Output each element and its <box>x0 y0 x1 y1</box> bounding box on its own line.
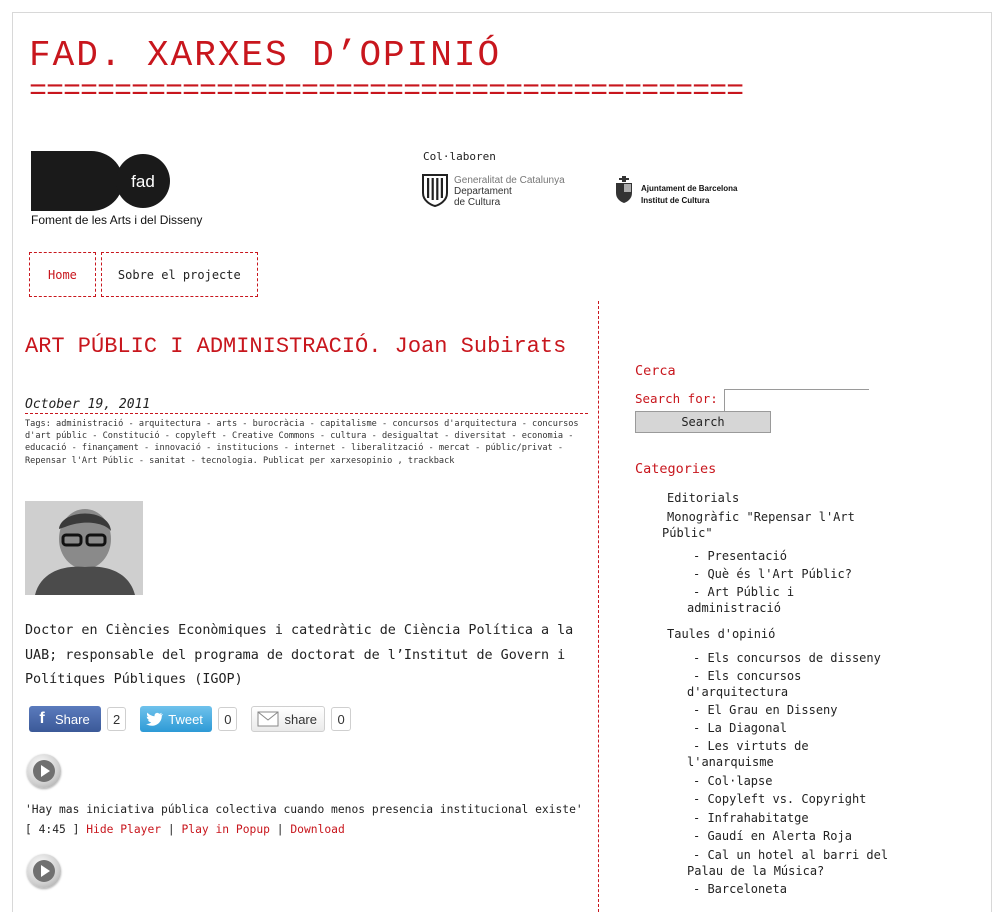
category-editorials[interactable]: Editorials <box>667 491 740 505</box>
nav-home[interactable]: Home <box>29 252 96 297</box>
hide-player-link[interactable]: Hide Player <box>86 823 162 836</box>
category-item[interactable]: - Els concursos <box>693 669 802 683</box>
nav-sobre-el-projecte[interactable]: Sobre el projecte <box>101 252 258 297</box>
category-item[interactable]: - Les virtuts de <box>693 739 809 753</box>
post-tags: Tags: administració - arquitectura - arts - burocràcia - capitalisme - concursos d'arquitectura - concursos d'art públic - Constitució - copyleft - Creative Commons - cultura - desigualtat - diversitat - economia - educació - finançament - innovació - institucions - internet - liberalització - mercat - públic/privat - Repensar l'Art Públic - sanitat - tecnologia. Publicat per xarxesopinio , trackback <box>25 419 579 466</box>
fad-name: Foment de les Arts i del Disseny <box>31 213 203 227</box>
share-bar <box>29 706 351 732</box>
main-nav <box>29 252 258 297</box>
sidebar-search-heading <box>635 363 975 379</box>
category-item-presentacio[interactable]: - Presentació <box>693 549 787 563</box>
category-item[interactable]: - Cal un hotel al barri del <box>693 848 889 862</box>
link-separator: | <box>276 823 284 836</box>
category-item-cont[interactable]: d'arquitectura <box>687 685 789 699</box>
email-share-count: 0 <box>331 707 350 731</box>
category-item-cont[interactable]: l'anarquisme <box>687 755 774 769</box>
category-item-art-public[interactable]: - Art Públic i <box>693 585 795 599</box>
post-title[interactable]: ART PÚBLIC I ADMINISTRACIÓ. Joan Subirats <box>25 334 567 359</box>
twitter-tweet-button[interactable] <box>140 706 212 732</box>
generalitat-line2: Departament <box>454 186 512 197</box>
facebook-share-button[interactable] <box>29 706 101 732</box>
link-separator: | <box>167 823 175 836</box>
generalitat-line3: de Cultura <box>454 197 501 208</box>
category-item[interactable]: - Barceloneta <box>693 882 787 896</box>
author-photo <box>25 501 143 595</box>
play-button-2[interactable] <box>27 854 61 888</box>
facebook-share-count: 2 <box>107 707 126 731</box>
ajuntament-line2: Institut de Cultura <box>641 196 710 205</box>
envelope-icon <box>257 711 279 727</box>
fad-logo-label: fad <box>131 172 155 191</box>
ajuntament-line1: Ajuntament de Barcelona <box>641 184 738 193</box>
category-monografic[interactable]: Monogràfic "Repensar l'Art <box>667 510 855 524</box>
email-share-label: share <box>284 711 317 727</box>
search-button[interactable]: Search <box>635 411 771 433</box>
category-item-cont[interactable]: Palau de la Música? <box>687 864 825 878</box>
generalitat-text <box>454 175 565 208</box>
play-triangle-icon <box>41 865 50 877</box>
search-heading: Cerca <box>635 363 676 379</box>
download-link[interactable]: Download <box>290 823 345 836</box>
fad-logo-icon[interactable] <box>31 151 171 211</box>
ajuntament-text <box>641 183 737 207</box>
audio-duration: [ 4:45 ] <box>25 823 80 836</box>
twitter-bird-icon <box>146 712 164 726</box>
post-date: October 19, 2011 <box>25 397 588 414</box>
play-triangle-icon <box>41 765 50 777</box>
category-item-art-public-cont[interactable]: administració <box>687 601 781 615</box>
category-item[interactable]: - Copyleft vs. Copyright <box>693 792 867 806</box>
search-label: Search for: <box>635 391 718 406</box>
category-item[interactable]: - La Diagonal <box>693 721 787 735</box>
category-item[interactable]: - El Grau en Disseny <box>693 703 838 717</box>
author-bio: Doctor en Ciències Econòmiques i catedràtic de Ciència Política a la UAB; responsable del programa de doctorat de l’Institut de Govern i Polítiques Públiques (IGOP) <box>25 623 574 687</box>
facebook-icon: f <box>39 710 45 727</box>
twitter-tweet-label: Tweet <box>168 711 203 727</box>
site-title-rule: ========================================== <box>29 75 744 109</box>
ajuntament-barcelona-logo-icon[interactable] <box>613 175 635 205</box>
category-taules[interactable]: Taules d'opinió <box>667 627 776 641</box>
generalitat-logo-icon[interactable] <box>421 173 449 207</box>
play-in-popup-link[interactable]: Play in Popup <box>181 823 270 836</box>
categories-heading: Categories <box>635 461 717 477</box>
generalitat-line1: Generalitat de Catalunya <box>454 175 565 186</box>
category-item[interactable]: - Els concursos de disseny <box>693 651 881 665</box>
facebook-share-label: Share <box>55 711 90 727</box>
twitter-tweet-count: 0 <box>218 707 237 731</box>
column-divider <box>598 301 599 912</box>
site-title[interactable]: FAD. XARXES D’OPINIÓ <box>29 35 502 76</box>
page-frame <box>12 12 992 912</box>
category-item[interactable]: - Infrahabitatge <box>693 811 809 825</box>
collab-label: Col·laboren <box>423 150 496 163</box>
play-button-1[interactable] <box>27 754 61 788</box>
category-item[interactable]: - Gaudí en Alerta Roja <box>693 829 852 843</box>
audio-caption <box>25 800 590 840</box>
email-share-button[interactable] <box>251 706 325 732</box>
category-monografic-cont[interactable]: Públic" <box>662 526 713 540</box>
audio-quote: 'Hay mas iniciativa pública colectiva cuando menos presencia institucional existe' <box>25 803 583 816</box>
category-item[interactable]: - Col·lapse <box>693 774 773 788</box>
category-item-que-es[interactable]: - Què és l'Art Públic? <box>693 567 852 581</box>
